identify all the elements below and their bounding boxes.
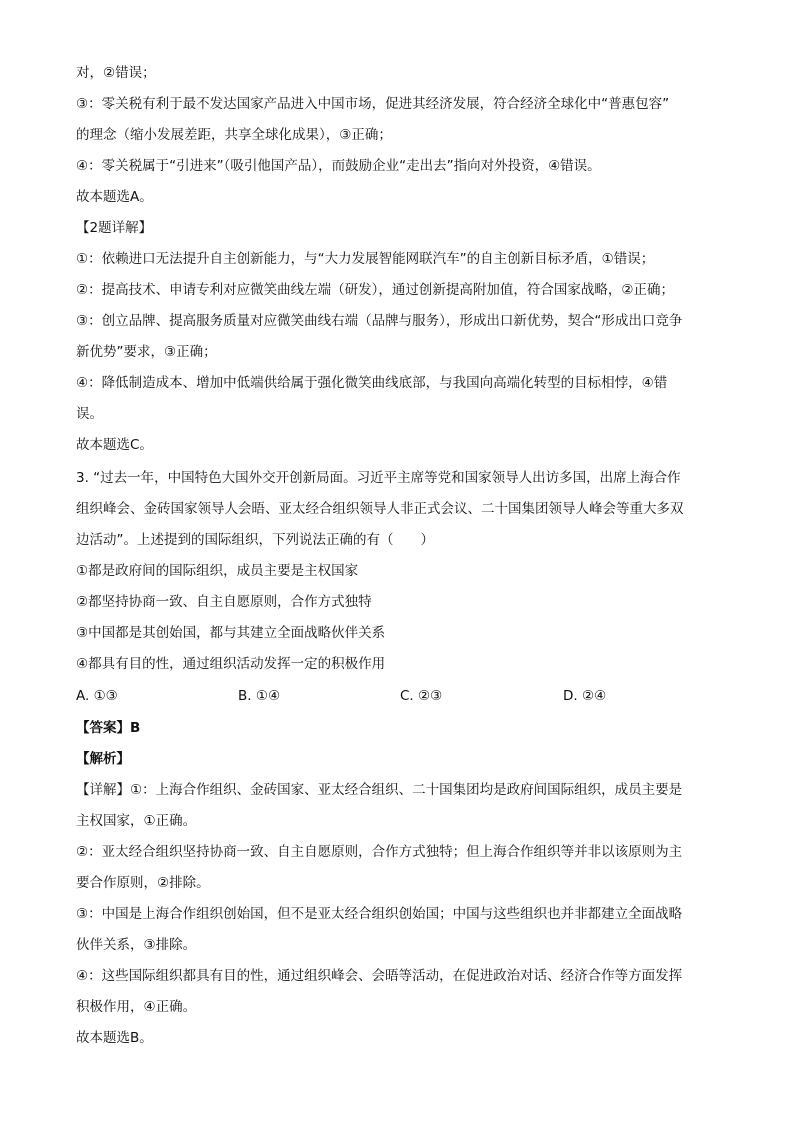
text-line: 伙伴关系，③排除。	[76, 937, 197, 953]
text-line: 主权国家，①正确。	[76, 813, 197, 829]
statement-item: ④都具有目的性，通过组织活动发挥一定的积极作用	[76, 656, 386, 672]
statement-item: ②都坚持协商一致、自主自愿原则，合作方式独特	[76, 594, 372, 610]
analysis-label: 【解析】	[76, 751, 130, 767]
text-line: ④：零关税属于“引进来”（吸引他国产品），而鼓励企业“走出去”指向对外投资，④错误。	[76, 158, 601, 174]
text-line: 误。	[76, 406, 103, 422]
question-stem: 组织峰会、金砖国家领导人会晤、亚太经合组织领导人非正式会议、二十国集团领导人峰会等重大多双	[76, 501, 684, 517]
text-line: ④：这些国际组织都具有目的性，通过组织峰会、会晤等活动，在促进政治对话、经济合作等方面发挥	[76, 968, 683, 984]
text-line: ③：创立品牌、提高服务质量对应微笑曲线右端（品牌与服务），形成出口新优势，契合“形成出口竞争	[76, 313, 683, 329]
text-line: ②：亚太经合组织坚持协商一致、自主自愿原则，合作方式独特；但上海合作组织等并非以该原则为主	[76, 844, 683, 860]
text-line: ③：中国是上海合作组织创始国，但不是亚太经合组织创始国；中国与这些组织也并非都建立全面战略	[76, 906, 683, 922]
statement-item: ③中国都是其创始国，都与其建立全面战略伙伴关系	[76, 625, 386, 641]
option-b: B. ①④	[238, 688, 281, 704]
option-c: C. ②③	[400, 688, 443, 704]
answer-line: 【答案】B	[76, 720, 141, 736]
text-line: 故本题选A。	[76, 189, 153, 205]
section-heading: 【2题详解】	[76, 220, 153, 236]
statement-item: ①都是政府间的国际组织，成员主要是主权国家	[76, 563, 359, 579]
option-a: A. ①③	[76, 688, 118, 704]
question-stem: 边活动”。上述提到的国际组织，下列说法正确的有（ ）	[76, 532, 434, 548]
question-stem: 3. “过去一年，中国特色大国外交开创新局面。习近平主席等党和国家领导人出访多国，出席上海合作	[76, 470, 681, 486]
text-line: 要合作原则，②排除。	[76, 875, 210, 891]
text-line: 故本题选B。	[76, 1030, 153, 1046]
text-line: 故本题选C。	[76, 437, 153, 453]
text-line: ③：零关税有利于最不发达国家产品进入中国市场，促进其经济发展，符合经济全球化中“普惠包容”	[76, 96, 670, 112]
text-line: 对，②错误；	[76, 65, 156, 81]
text-line: ①：依赖进口无法提升自主创新能力，与“大力发展智能网联汽车”的自主创新目标矛盾，①错误；	[76, 251, 655, 267]
text-line: ②：提高技术、申请专利对应微笑曲线左端（研发），通过创新提高附加值，符合国家战略，②正确；	[76, 282, 674, 298]
text-line: 的理念（缩小发展差距，共享全球化成果），③正确；	[76, 127, 392, 143]
text-line: 新优势”要求，③正确；	[76, 344, 217, 360]
text-line: 【详解】①：上海合作组织、金砖国家、亚太经合组织、二十国集团均是政府间国际组织，成员主要是	[76, 782, 683, 798]
text-line: ④：降低制造成本、增加中低端供给属于强化微笑曲线底部，与我国向高端化转型的目标相悖，④错	[76, 375, 668, 391]
text-line: 积极作用，④正确。	[76, 999, 197, 1015]
option-d: D. ②④	[563, 688, 607, 704]
